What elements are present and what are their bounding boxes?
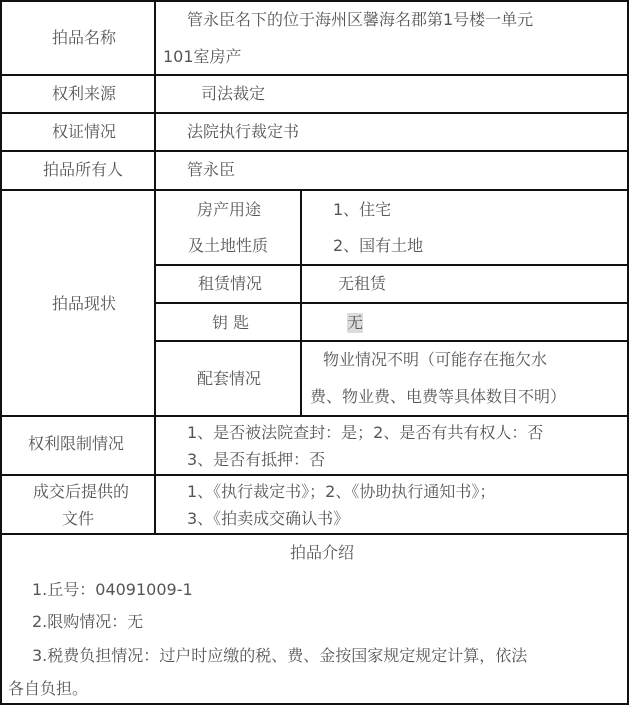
row-divider [0,533,629,535]
row-divider [154,340,629,342]
table-border-bottom [0,703,629,705]
value-restrictions-line1: 1、是否被法院查封：是；2、是否有共有权人：否 [187,423,544,442]
intro-line: 2.限购情况：无 [32,612,144,631]
value-facilities-line2: 费、物业费、电费等具体数目不明） [310,387,567,406]
table-border-left [0,0,2,705]
row-divider [0,189,629,191]
label-lease: 租赁情况 [198,274,263,293]
row-divider [0,415,629,417]
table-border-top [0,0,629,2]
label-rights-source: 权利来源 [52,84,117,103]
label-documents-line2: 文件 [62,509,95,528]
value-documents-line2: 3、《拍卖成交确认书》 [187,509,350,528]
table-border-right [627,0,629,705]
label-item-status: 拍品现状 [52,294,117,313]
row-divider [154,264,629,266]
row-divider [0,74,629,76]
label-item-name: 拍品名称 [52,28,117,47]
column-divider [154,0,156,534]
value-facilities-line1: 物业情况不明（可能存在拖欠水 [323,350,548,369]
intro-line: 1.丘号：04091009-1 [32,580,193,599]
value-owner: 管永臣 [187,160,236,179]
label-documents-line1: 成交后提供的 [33,482,130,501]
value-certificate: 法院执行裁定书 [187,122,300,141]
label-restrictions: 权利限制情况 [28,434,125,453]
value-lease: 无租赁 [338,274,387,293]
value-rights-source: 司法裁定 [201,84,266,103]
label-facilities: 配套情况 [197,369,262,388]
value-usage-line2: 2、国有土地 [333,236,424,255]
column-divider [300,189,302,416]
value-item-name-line2: 101室房产 [163,47,242,66]
label-owner: 拍品所有人 [43,160,124,179]
row-divider [0,112,629,114]
label-keys: 钥 匙 [212,313,250,332]
row-divider [0,150,629,152]
value-usage-line1: 1、住宅 [333,200,392,219]
row-divider [154,302,629,304]
value-item-name-line1: 管永臣名下的位于海州区馨海名郡第1号楼一单元 [187,10,534,29]
intro-line: 各自负担。 [8,679,89,698]
intro-title: 拍品介绍 [290,543,355,562]
label-certificate: 权证情况 [52,122,117,141]
value-documents-line1: 1、《执行裁定书》；2、《协助执行通知书》； [187,482,496,501]
intro-line: 3.税费负担情况：过户时应缴的税、费、金按国家规定规定计算，依法 [32,646,528,665]
value-restrictions-line2: 3、是否有抵押：否 [187,450,326,469]
row-divider [0,474,629,476]
label-usage-line2: 及土地性质 [188,236,269,255]
label-usage-line1: 房产用途 [197,200,262,219]
value-keys: 无 [347,313,364,332]
